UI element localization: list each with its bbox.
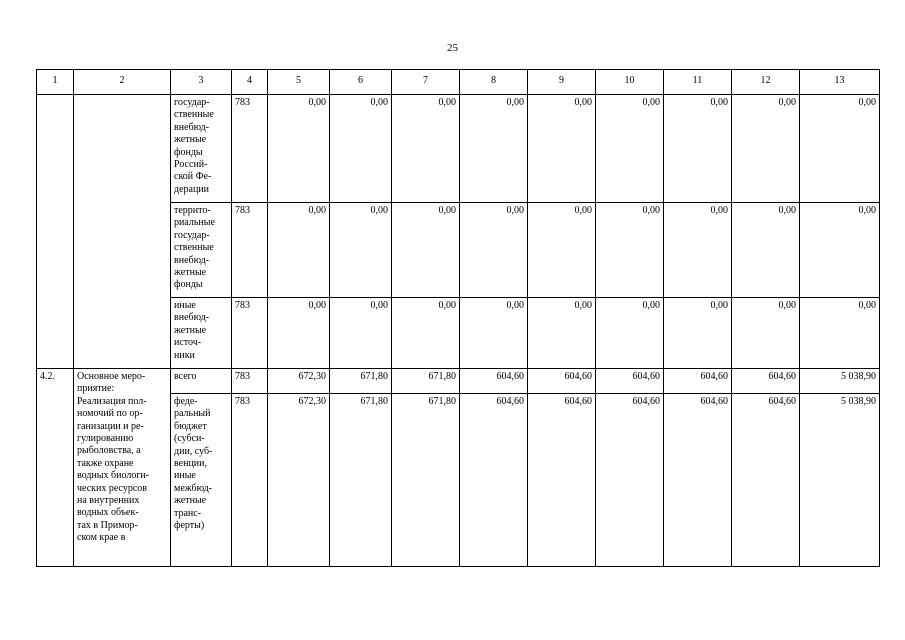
code-cell: 783 [232,394,268,567]
value-cell: 0,00 [732,203,800,298]
value-cell: 0,00 [528,95,596,203]
value-cell: 0,00 [460,203,528,298]
value-cell: 0,00 [330,95,392,203]
value-cell: 671,80 [330,369,392,394]
value-cell: 0,00 [732,95,800,203]
value-cell: 604,60 [732,394,800,567]
name-cell [74,95,171,369]
value-cell: 0,00 [392,298,460,369]
code-cell: 783 [232,298,268,369]
index-cell: 4.2. [37,369,74,567]
value-cell: 0,00 [528,298,596,369]
column-header: 8 [460,70,528,95]
column-header: 9 [528,70,596,95]
value-cell: 0,00 [460,95,528,203]
column-header: 2 [74,70,171,95]
table-row [37,95,880,203]
value-cell: 0,00 [330,298,392,369]
code-cell: 783 [232,203,268,298]
value-cell: 0,00 [268,203,330,298]
value-cell: 5 038,90 [800,369,880,394]
value-cell: 0,00 [800,95,880,203]
value-cell: 0,00 [392,203,460,298]
page-number: 25 [447,42,458,54]
code-cell: 783 [232,95,268,203]
source-cell: всего [171,369,232,394]
value-cell: 0,00 [664,203,732,298]
value-cell: 0,00 [460,298,528,369]
value-cell: 604,60 [664,394,732,567]
table-row [37,369,880,394]
value-cell: 671,80 [330,394,392,567]
budget-table [36,69,880,567]
value-cell: 0,00 [268,298,330,369]
value-cell: 604,60 [664,369,732,394]
value-cell: 0,00 [664,298,732,369]
column-header: 12 [732,70,800,95]
value-cell: 604,60 [596,394,664,567]
value-cell: 604,60 [528,369,596,394]
value-cell: 5 038,90 [800,394,880,567]
code-cell: 783 [232,369,268,394]
source-cell: феде- ральный бюджет (субси- дии, суб- венции, иные межбюд- жетные транс- ферты) [171,394,232,567]
source-cell: иные внебюд- жетные источ- ники [171,298,232,369]
value-cell: 604,60 [460,369,528,394]
column-header: 10 [596,70,664,95]
value-cell: 604,60 [596,369,664,394]
value-cell: 604,60 [528,394,596,567]
name-cell: Основное меро- приятие: Реализация пол- номочий по ор- ганизации и ре- гулированию рыболовства, а также охране водных биологи- ческих ресурсов на внутренних водных объек- тах в Примор- ском крае в [74,369,171,567]
column-header: 6 [330,70,392,95]
value-cell: 0,00 [800,203,880,298]
value-cell: 671,80 [392,369,460,394]
column-header: 3 [171,70,232,95]
column-header: 5 [268,70,330,95]
source-cell: террито- риальные государ- ственные внебюд- жетные фонды [171,203,232,298]
value-cell: 604,60 [460,394,528,567]
value-cell: 0,00 [732,298,800,369]
value-cell: 0,00 [528,203,596,298]
value-cell: 671,80 [392,394,460,567]
header-row [37,70,880,95]
value-cell: 672,30 [268,394,330,567]
value-cell: 0,00 [596,95,664,203]
value-cell: 0,00 [596,203,664,298]
value-cell: 0,00 [330,203,392,298]
source-cell: государ- ственные внебюд- жетные фонды Россий- ской Фе- дерации [171,95,232,203]
column-header: 4 [232,70,268,95]
value-cell: 0,00 [596,298,664,369]
value-cell: 0,00 [664,95,732,203]
column-header: 11 [664,70,732,95]
index-cell [37,95,74,369]
column-header: 7 [392,70,460,95]
value-cell: 0,00 [800,298,880,369]
value-cell: 672,30 [268,369,330,394]
value-cell: 604,60 [732,369,800,394]
value-cell: 0,00 [268,95,330,203]
column-header: 1 [37,70,74,95]
value-cell: 0,00 [392,95,460,203]
column-header: 13 [800,70,880,95]
